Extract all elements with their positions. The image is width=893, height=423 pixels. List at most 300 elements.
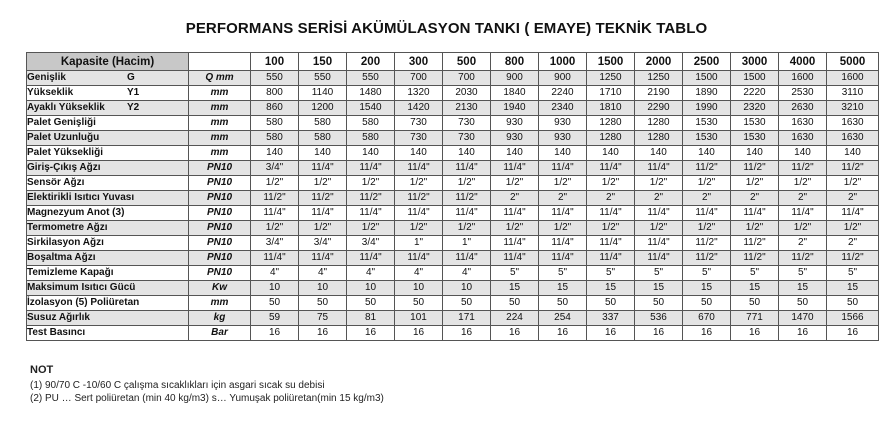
table-cell: 16	[683, 326, 731, 341]
table-cell: 1/2"	[683, 176, 731, 191]
table-cell: 11/2"	[731, 251, 779, 266]
table-cell: 3210	[827, 101, 879, 116]
table-cell: 50	[491, 296, 539, 311]
table-cell: 11/2"	[347, 191, 395, 206]
table-cell: 1/2"	[779, 221, 827, 236]
table-row	[27, 86, 879, 101]
table-row	[27, 326, 879, 341]
table-cell: 15	[587, 281, 635, 296]
table-header-row	[27, 53, 879, 71]
capacity-column-header: 2500	[683, 53, 731, 71]
table-cell: 11/4"	[635, 251, 683, 266]
row-unit: mm	[189, 86, 251, 101]
table-cell: 337	[587, 311, 635, 326]
table-cell: 11/4"	[539, 161, 587, 176]
table-cell: 50	[731, 296, 779, 311]
table-cell: 140	[491, 146, 539, 161]
table-cell: 1940	[491, 101, 539, 116]
table-cell: 2340	[539, 101, 587, 116]
table-cell: 1540	[347, 101, 395, 116]
row-label-cell	[27, 311, 189, 326]
table-cell: 730	[395, 131, 443, 146]
table-cell: 2"	[491, 191, 539, 206]
note-line: (2) PU … Sert poliüretan (min 40 kg/m3) s… Yumuşak poliüretan(min 15 kg/m3)	[30, 393, 384, 404]
table-cell: 224	[491, 311, 539, 326]
table-cell: 11/4"	[443, 251, 491, 266]
table-cell: 930	[491, 131, 539, 146]
table-cell: 11/4"	[299, 206, 347, 221]
table-cell: 50	[779, 296, 827, 311]
row-unit: mm	[189, 116, 251, 131]
table-cell: 1250	[635, 71, 683, 86]
table-cell: 16	[347, 326, 395, 341]
table-cell: 16	[299, 326, 347, 341]
table-cell: 1530	[731, 131, 779, 146]
table-cell: 140	[587, 146, 635, 161]
table-row	[27, 281, 879, 296]
table-cell: 16	[827, 326, 879, 341]
table-cell: 11/4"	[395, 161, 443, 176]
row-unit: mm	[189, 101, 251, 116]
capacity-column-header: 2000	[635, 53, 683, 71]
table-cell: 2320	[731, 101, 779, 116]
table-cell: 50	[251, 296, 299, 311]
table-cell: 2"	[731, 191, 779, 206]
table-cell: 1/2"	[827, 176, 879, 191]
table-cell: 50	[587, 296, 635, 311]
table-cell: 11/4"	[347, 161, 395, 176]
row-label-cell	[27, 281, 189, 296]
table-cell: 2290	[635, 101, 683, 116]
capacity-column-header: 800	[491, 53, 539, 71]
table-cell: 2"	[539, 191, 587, 206]
table-cell: 140	[731, 146, 779, 161]
table-cell: 2630	[779, 101, 827, 116]
table-cell: 50	[347, 296, 395, 311]
row-unit: Kw	[189, 281, 251, 296]
table-cell: 1320	[395, 86, 443, 101]
table-cell: 81	[347, 311, 395, 326]
table-cell: 2"	[827, 191, 879, 206]
table-row	[27, 116, 879, 131]
row-label-cell	[27, 176, 189, 191]
table-cell: 536	[635, 311, 683, 326]
table-cell: 11/4"	[779, 206, 827, 221]
table-cell: 15	[539, 281, 587, 296]
table-cell: 580	[251, 116, 299, 131]
table-cell: 5"	[635, 266, 683, 281]
table-cell: 11/2"	[683, 161, 731, 176]
table-cell: 4"	[347, 266, 395, 281]
table-cell: 50	[827, 296, 879, 311]
table-cell: 16	[539, 326, 587, 341]
row-label: Ayaklı Yükseklik	[27, 102, 105, 113]
table-cell: 900	[539, 71, 587, 86]
row-label: Magnezyum Anot (3)	[27, 207, 125, 218]
table-cell: 1630	[827, 131, 879, 146]
table-cell: 1140	[299, 86, 347, 101]
table-cell: 11/2"	[395, 191, 443, 206]
table-cell: 140	[827, 146, 879, 161]
row-label-cell	[27, 101, 189, 116]
table-cell: 11/4"	[539, 251, 587, 266]
table-cell: 50	[443, 296, 491, 311]
table-row	[27, 131, 879, 146]
table-cell: 1280	[587, 116, 635, 131]
table-cell: 11/2"	[443, 191, 491, 206]
row-symbol: Y2	[127, 102, 140, 113]
row-label-cell	[27, 266, 189, 281]
table-cell: 140	[395, 146, 443, 161]
table-cell: 11/4"	[635, 236, 683, 251]
table-cell: 15	[731, 281, 779, 296]
table-cell: 11/2"	[779, 161, 827, 176]
table-cell: 11/4"	[347, 251, 395, 266]
table-cell: 1200	[299, 101, 347, 116]
capacity-column-header: 3000	[731, 53, 779, 71]
table-cell: 5"	[539, 266, 587, 281]
table-cell: 2130	[443, 101, 491, 116]
table-cell: 11/4"	[827, 206, 879, 221]
table-row	[27, 251, 879, 266]
row-label: Palet Yüksekliği	[27, 147, 103, 158]
table-cell: 1530	[731, 116, 779, 131]
table-cell: 171	[443, 311, 491, 326]
row-label: Test Basıncı	[27, 327, 86, 338]
page-title: PERFORMANS SERİSİ AKÜMÜLASYON TANKI ( EMAYE) TEKNİK TABLO	[185, 20, 708, 37]
row-label: Elektirikli Isıtıcı Yuvası	[27, 192, 135, 203]
table-cell: 140	[683, 146, 731, 161]
row-label-cell	[27, 206, 189, 221]
table-cell: 11/4"	[491, 236, 539, 251]
table-cell: 1/2"	[395, 221, 443, 236]
table-cell: 1630	[779, 116, 827, 131]
table-cell: 11/4"	[443, 161, 491, 176]
capacity-column-header: 200	[347, 53, 395, 71]
table-cell: 11/4"	[491, 161, 539, 176]
table-cell: 1/2"	[779, 176, 827, 191]
table-cell: 1530	[683, 131, 731, 146]
table-cell: 2"	[683, 191, 731, 206]
table-cell: 1250	[587, 71, 635, 86]
row-label-cell	[27, 221, 189, 236]
table-cell: 2"	[779, 236, 827, 251]
table-cell: 140	[251, 146, 299, 161]
row-label-cell	[27, 86, 189, 101]
capacity-column-header: 100	[251, 53, 299, 71]
table-cell: 550	[347, 71, 395, 86]
table-cell: 1/2"	[731, 176, 779, 191]
table-cell: 1500	[683, 71, 731, 86]
table-cell: 670	[683, 311, 731, 326]
table-row	[27, 296, 879, 311]
table-cell: 2220	[731, 86, 779, 101]
table-cell: 16	[587, 326, 635, 341]
row-label-cell	[27, 71, 189, 86]
row-label: Boşaltma Ağzı	[27, 252, 96, 263]
table-cell: 11/2"	[779, 251, 827, 266]
table-row	[27, 146, 879, 161]
unit-header	[189, 53, 251, 71]
table-cell: 730	[443, 116, 491, 131]
table-cell: 1/2"	[299, 176, 347, 191]
table-cell: 11/2"	[299, 191, 347, 206]
table-cell: 11/4"	[683, 206, 731, 221]
table-cell: 4"	[299, 266, 347, 281]
row-label: Sensör Ağzı	[27, 177, 85, 188]
table-cell: 4"	[443, 266, 491, 281]
table-cell: 550	[251, 71, 299, 86]
capacity-column-header: 1000	[539, 53, 587, 71]
table-cell: 800	[251, 86, 299, 101]
row-unit: kg	[189, 311, 251, 326]
table-cell: 16	[443, 326, 491, 341]
table-cell: 140	[539, 146, 587, 161]
table-cell: 15	[779, 281, 827, 296]
table-cell: 11/4"	[491, 251, 539, 266]
table-cell: 11/4"	[395, 251, 443, 266]
table-cell: 1/2"	[731, 221, 779, 236]
table-cell: 11/2"	[731, 236, 779, 251]
table-cell: 11/4"	[587, 251, 635, 266]
row-unit: Q mm	[189, 71, 251, 86]
row-label: Temizleme Kapağı	[27, 267, 114, 278]
table-cell: 10	[251, 281, 299, 296]
table-cell: 140	[779, 146, 827, 161]
table-cell: 11/4"	[731, 206, 779, 221]
row-unit: Bar	[189, 326, 251, 341]
row-symbol: Y1	[127, 87, 140, 98]
table-cell: 1/2"	[635, 176, 683, 191]
table-row	[27, 191, 879, 206]
table-row	[27, 101, 879, 116]
row-unit: PN10	[189, 176, 251, 191]
table-cell: 1630	[827, 116, 879, 131]
table-cell: 2240	[539, 86, 587, 101]
table-cell: 16	[635, 326, 683, 341]
table-cell: 11/2"	[683, 251, 731, 266]
table-cell: 930	[539, 116, 587, 131]
table-cell: 1/2"	[539, 221, 587, 236]
row-label-cell	[27, 326, 189, 341]
row-unit: PN10	[189, 161, 251, 176]
table-cell: 730	[395, 116, 443, 131]
table-cell: 1/2"	[827, 221, 879, 236]
capacity-column-header: 300	[395, 53, 443, 71]
spec-table	[26, 52, 879, 341]
table-cell: 5"	[491, 266, 539, 281]
table-cell: 11/4"	[587, 161, 635, 176]
row-label: Giriş-Çıkış Ağzı	[27, 162, 101, 173]
table-cell: 1600	[827, 71, 879, 86]
table-cell: 5"	[683, 266, 731, 281]
table-row	[27, 221, 879, 236]
table-cell: 50	[539, 296, 587, 311]
table-cell: 1/2"	[443, 176, 491, 191]
table-row	[27, 206, 879, 221]
table-cell: 11/4"	[299, 161, 347, 176]
table-cell: 50	[635, 296, 683, 311]
table-cell: 1"	[395, 236, 443, 251]
table-cell: 930	[539, 131, 587, 146]
table-cell: 11/4"	[299, 251, 347, 266]
table-cell: 11/2"	[827, 161, 879, 176]
table-cell: 2"	[587, 191, 635, 206]
table-cell: 254	[539, 311, 587, 326]
notes-heading: NOT	[30, 364, 54, 376]
table-cell: 16	[395, 326, 443, 341]
table-cell: 1600	[779, 71, 827, 86]
row-label-cell	[27, 146, 189, 161]
capacity-column-header: 500	[443, 53, 491, 71]
table-cell: 1/2"	[443, 221, 491, 236]
capacity-column-header: 150	[299, 53, 347, 71]
table-cell: 10	[347, 281, 395, 296]
table-cell: 11/4"	[251, 206, 299, 221]
table-cell: 580	[299, 131, 347, 146]
row-label: Yükseklik	[27, 87, 74, 98]
table-cell: 140	[443, 146, 491, 161]
table-cell: 11/2"	[683, 236, 731, 251]
row-unit: PN10	[189, 206, 251, 221]
table-cell: 50	[683, 296, 731, 311]
table-cell: 11/2"	[731, 161, 779, 176]
capacity-column-header: 1500	[587, 53, 635, 71]
table-cell: 2"	[635, 191, 683, 206]
table-row	[27, 236, 879, 251]
row-unit: PN10	[189, 221, 251, 236]
row-unit: mm	[189, 296, 251, 311]
table-cell: 2530	[779, 86, 827, 101]
table-cell: 4"	[251, 266, 299, 281]
table-cell: 11/2"	[251, 191, 299, 206]
row-label: Sirkilasyon Ağzı	[27, 237, 104, 248]
table-cell: 1500	[731, 71, 779, 86]
table-cell: 580	[347, 131, 395, 146]
table-cell: 580	[347, 116, 395, 131]
table-cell: 1470	[779, 311, 827, 326]
table-cell: 3/4"	[251, 161, 299, 176]
table-cell: 11/4"	[635, 161, 683, 176]
table-cell: 5"	[731, 266, 779, 281]
capacity-column-header: 4000	[779, 53, 827, 71]
table-cell: 700	[395, 71, 443, 86]
table-cell: 3/4"	[251, 236, 299, 251]
table-cell: 50	[299, 296, 347, 311]
table-cell: 15	[683, 281, 731, 296]
table-cell: 3/4"	[299, 236, 347, 251]
notes-section	[30, 364, 384, 405]
table-cell: 730	[443, 131, 491, 146]
table-cell: 1/2"	[347, 221, 395, 236]
table-cell: 550	[299, 71, 347, 86]
table-cell: 2030	[443, 86, 491, 101]
table-cell: 930	[491, 116, 539, 131]
table-cell: 15	[491, 281, 539, 296]
table-cell: 2"	[779, 191, 827, 206]
table-cell: 1/2"	[539, 176, 587, 191]
table-cell: 10	[395, 281, 443, 296]
row-label-cell	[27, 191, 189, 206]
row-label: Susuz Ağırlık	[27, 312, 90, 323]
capacity-column-header: 5000	[827, 53, 879, 71]
table-cell: 771	[731, 311, 779, 326]
table-cell: 15	[827, 281, 879, 296]
table-cell: 580	[251, 131, 299, 146]
table-cell: 1480	[347, 86, 395, 101]
row-label: Maksimum Isıtıcı Gücü	[27, 282, 136, 293]
table-cell: 140	[299, 146, 347, 161]
table-cell: 140	[635, 146, 683, 161]
row-label-cell	[27, 131, 189, 146]
table-cell: 1/2"	[683, 221, 731, 236]
table-cell: 11/4"	[539, 206, 587, 221]
table-cell: 16	[779, 326, 827, 341]
table-cell: 700	[443, 71, 491, 86]
table-cell: 16	[731, 326, 779, 341]
row-label-cell	[27, 296, 189, 311]
table-cell: 75	[299, 311, 347, 326]
table-cell: 5"	[587, 266, 635, 281]
row-label: Palet Uzunluğu	[27, 132, 100, 143]
row-label-cell	[27, 161, 189, 176]
table-cell: 1630	[779, 131, 827, 146]
table-cell: 1/2"	[347, 176, 395, 191]
table-cell: 1890	[683, 86, 731, 101]
table-cell: 1710	[587, 86, 635, 101]
table-cell: 1/2"	[251, 176, 299, 191]
table-cell: 11/2"	[827, 251, 879, 266]
table-cell: 59	[251, 311, 299, 326]
row-label: Genişlik	[27, 72, 66, 83]
table-cell: 1530	[683, 116, 731, 131]
table-cell: 1/2"	[491, 221, 539, 236]
table-cell: 11/4"	[347, 206, 395, 221]
table-row	[27, 266, 879, 281]
table-cell: 11/4"	[395, 206, 443, 221]
table-cell: 16	[491, 326, 539, 341]
table-cell: 2190	[635, 86, 683, 101]
table-cell: 11/4"	[251, 251, 299, 266]
row-unit: PN10	[189, 251, 251, 266]
table-cell: 1420	[395, 101, 443, 116]
table-cell: 4"	[395, 266, 443, 281]
table-cell: 1840	[491, 86, 539, 101]
table-cell: 50	[395, 296, 443, 311]
table-cell: 2"	[827, 236, 879, 251]
row-label: Palet Genişliği	[27, 117, 96, 128]
row-unit: PN10	[189, 191, 251, 206]
table-cell: 1/2"	[587, 221, 635, 236]
table-cell: 10	[443, 281, 491, 296]
capacity-header: Kapasite (Hacim)	[27, 53, 189, 71]
table-cell: 1/2"	[491, 176, 539, 191]
row-symbol: G	[127, 72, 135, 83]
table-cell: 1/2"	[587, 176, 635, 191]
row-unit: PN10	[189, 236, 251, 251]
row-label: Termometre Ağzı	[27, 222, 108, 233]
table-row	[27, 311, 879, 326]
table-row	[27, 161, 879, 176]
table-cell: 1280	[587, 131, 635, 146]
table-cell: 1/2"	[251, 221, 299, 236]
table-cell: 860	[251, 101, 299, 116]
table-cell: 1566	[827, 311, 879, 326]
table-cell: 101	[395, 311, 443, 326]
table-cell: 1"	[443, 236, 491, 251]
table-cell: 3/4"	[347, 236, 395, 251]
table-cell: 1/2"	[635, 221, 683, 236]
